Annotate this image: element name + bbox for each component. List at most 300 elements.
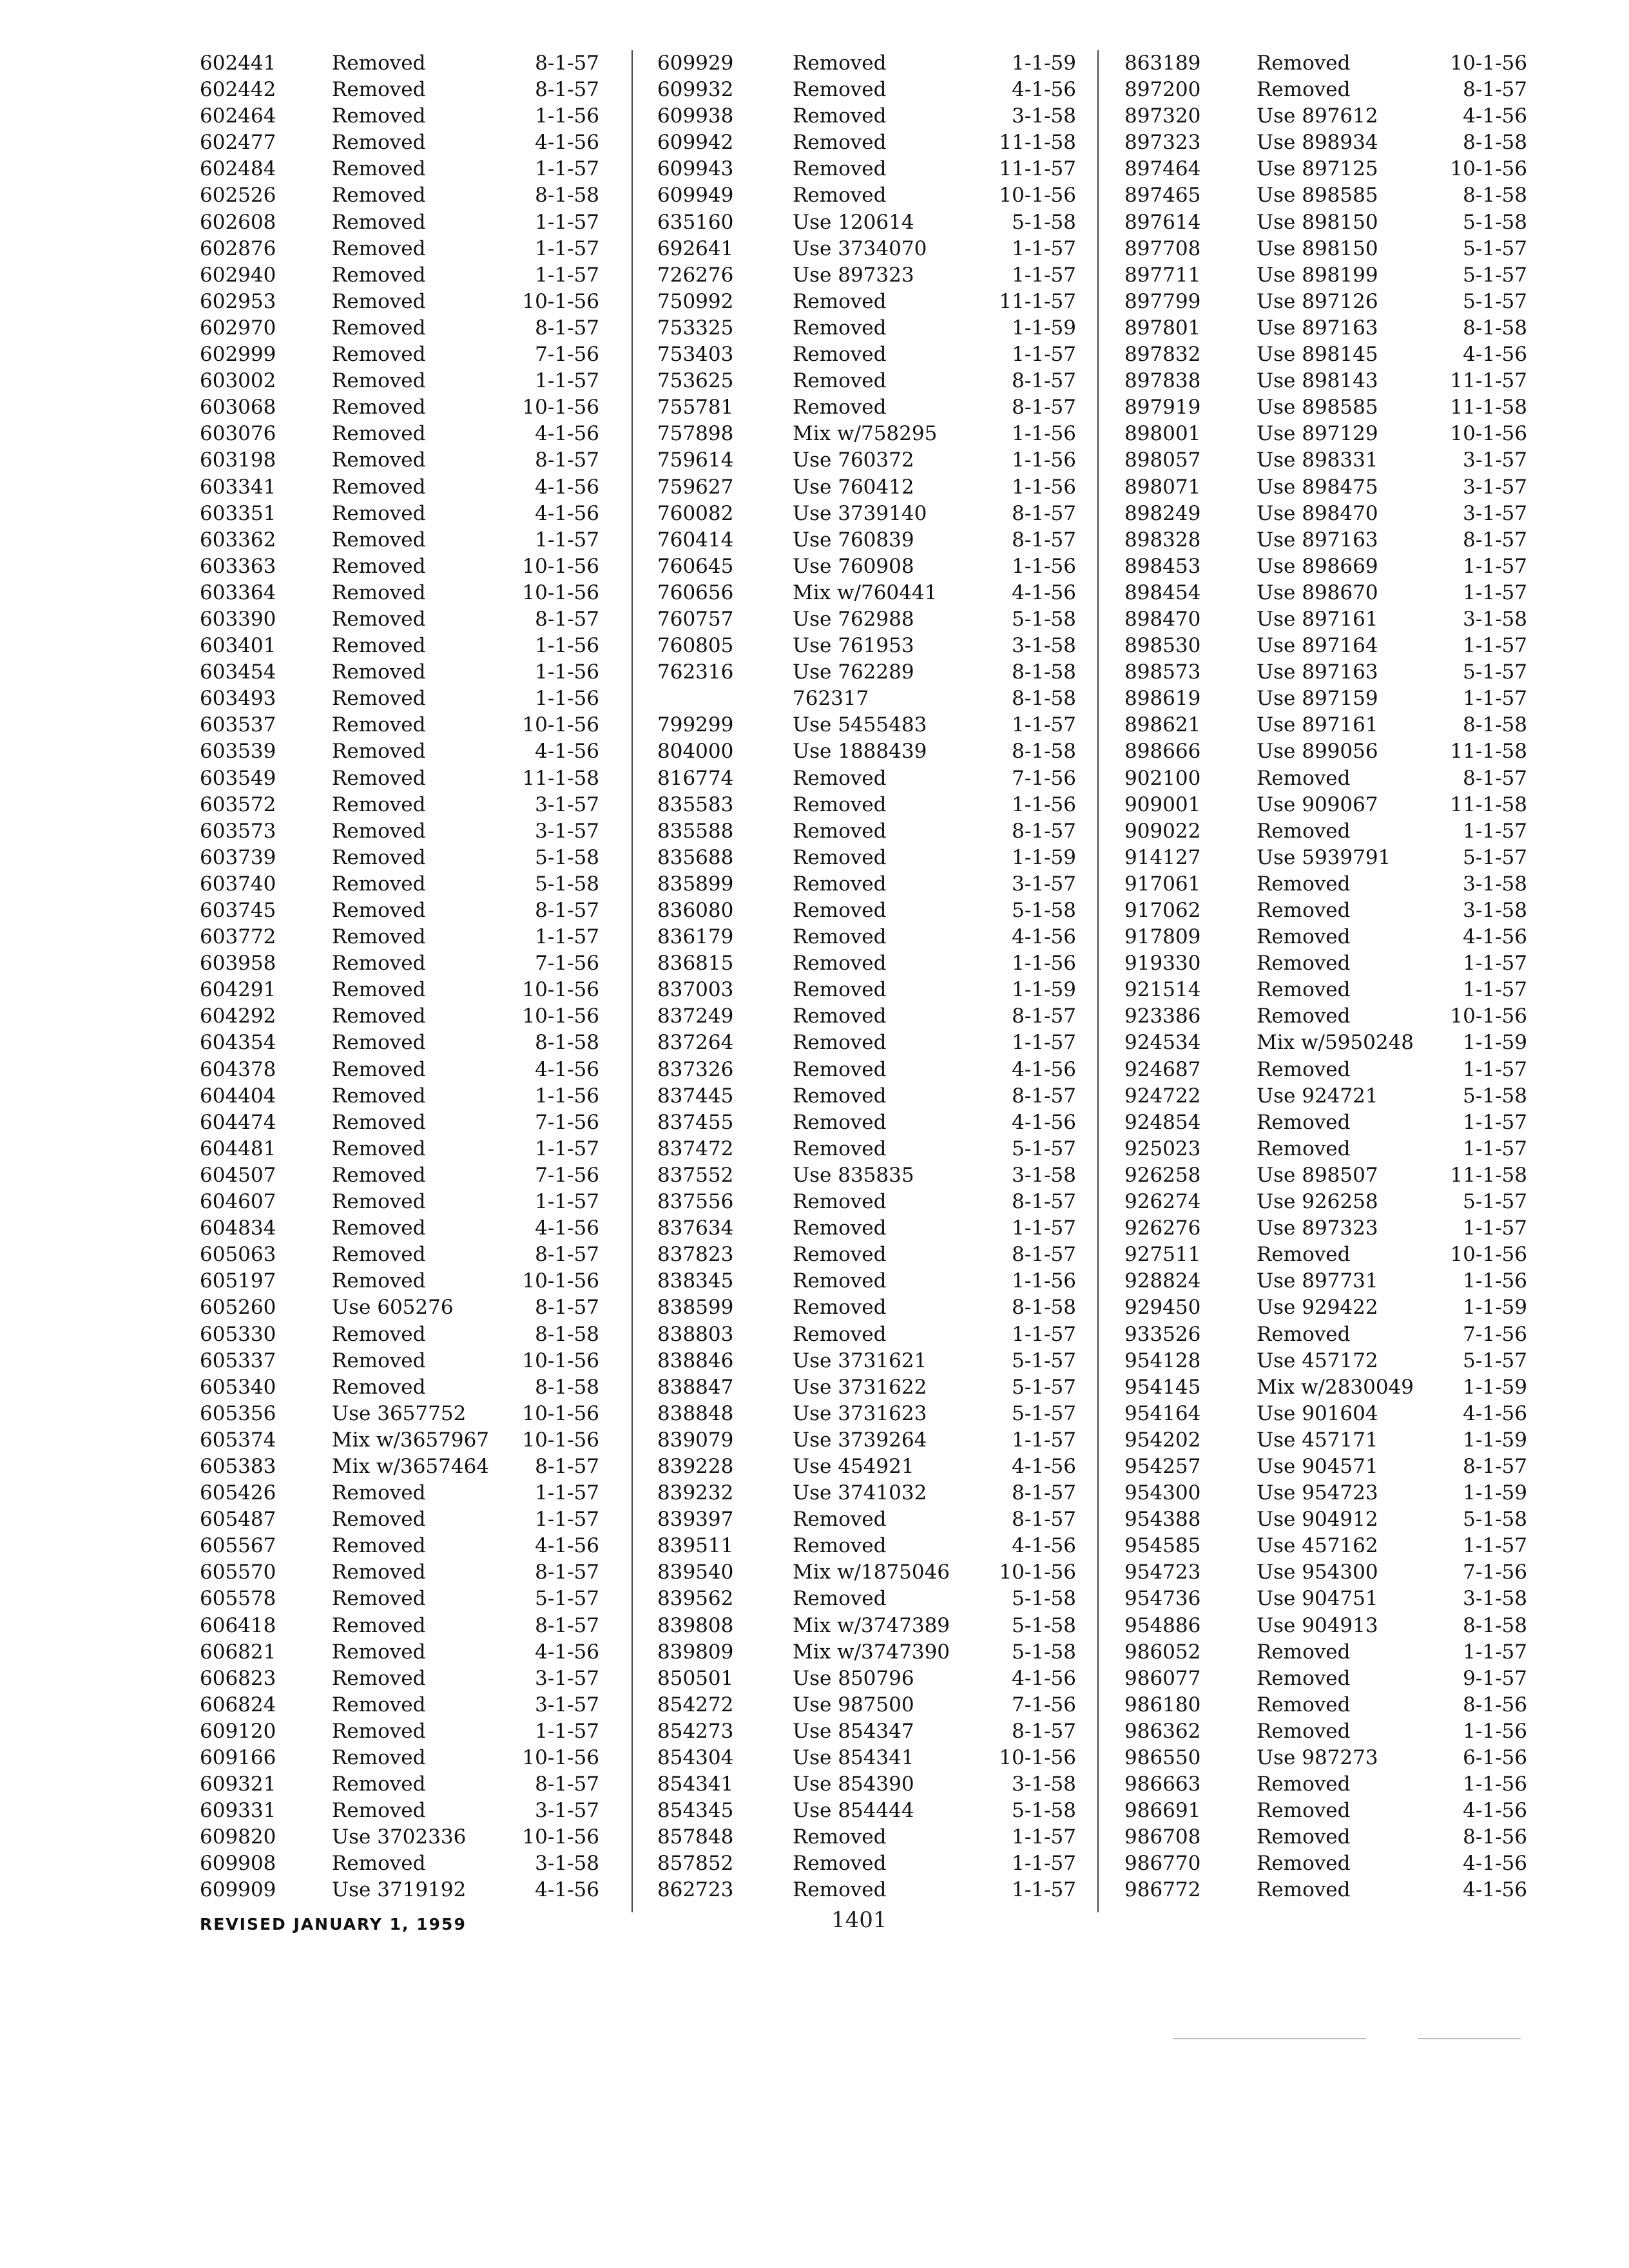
part-action: Removed <box>1257 1322 1351 1346</box>
part-action: Removed <box>1257 978 1351 1002</box>
effective-date: 4-1-56 <box>1012 581 1076 604</box>
part-action: Removed <box>332 1481 426 1505</box>
effective-date: 1-1-57 <box>1012 1216 1076 1240</box>
part-action: Mix w/3657967 <box>332 1428 490 1452</box>
part-number: 898071 <box>1124 475 1201 499</box>
effective-date: 1-1-56 <box>1012 448 1076 472</box>
table-row <box>1124 289 1527 315</box>
effective-date: 4-1-56 <box>1012 925 1076 949</box>
effective-date: 1-1-57 <box>535 1190 599 1214</box>
effective-date: 8-1-57 <box>1012 369 1076 393</box>
part-action: Removed <box>1257 925 1351 949</box>
effective-date: 4-1-56 <box>1463 1878 1527 1902</box>
part-action: Removed <box>332 157 426 181</box>
part-action: Mix w/5950248 <box>1257 1031 1414 1055</box>
part-number: 837326 <box>657 1057 734 1081</box>
part-number: 835588 <box>657 819 734 843</box>
effective-date: 1-1-57 <box>1463 819 1527 843</box>
effective-date: 8-1-56 <box>1463 1693 1527 1716</box>
part-action: Use 904571 <box>1257 1454 1378 1478</box>
part-number: 755781 <box>657 396 734 419</box>
part-number: 602484 <box>200 157 276 181</box>
part-number: 897799 <box>1124 289 1201 313</box>
part-number: 898619 <box>1124 687 1201 711</box>
table-row <box>657 103 1076 130</box>
part-action: Removed <box>1257 1137 1351 1160</box>
part-action: Removed <box>332 501 426 525</box>
part-action: Removed <box>332 1640 426 1664</box>
table-row <box>1124 1877 1527 1903</box>
effective-date: 3-1-57 <box>535 819 599 843</box>
part-action: Removed <box>332 1110 426 1134</box>
table-row <box>1124 1850 1527 1877</box>
effective-date: 1-1-56 <box>1463 1719 1527 1743</box>
part-action: Removed <box>332 1799 426 1823</box>
effective-date: 4-1-56 <box>1463 343 1527 367</box>
part-action: Use 457171 <box>1257 1428 1378 1452</box>
effective-date: 4-1-56 <box>535 1216 599 1240</box>
table-row <box>657 950 1076 977</box>
part-number: 603341 <box>200 475 276 499</box>
effective-date: 1-1-59 <box>1463 1296 1527 1320</box>
effective-date: 3-1-57 <box>1012 872 1076 896</box>
part-number: 604607 <box>200 1190 276 1214</box>
table-row <box>657 1136 1076 1162</box>
part-number: 759614 <box>657 448 734 472</box>
effective-date: 7-1-56 <box>535 1163 599 1187</box>
part-action: Removed <box>332 104 426 128</box>
part-action: Use 457172 <box>1257 1349 1378 1372</box>
effective-date: 8-1-58 <box>535 1031 599 1055</box>
table-row <box>200 1718 599 1745</box>
part-action: Use 897323 <box>793 263 914 287</box>
part-number: 837634 <box>657 1216 734 1240</box>
effective-date: 10-1-56 <box>522 1349 599 1372</box>
effective-date: 1-1-59 <box>1012 52 1076 75</box>
effective-date: 4-1-56 <box>1012 1666 1076 1690</box>
part-number: 605374 <box>200 1428 276 1452</box>
effective-date: 1-1-57 <box>535 925 599 949</box>
part-number: 760414 <box>657 528 734 552</box>
part-number: 839232 <box>657 1481 734 1505</box>
effective-date: 1-1-57 <box>1463 952 1527 975</box>
table-row <box>200 1030 599 1056</box>
part-action: Removed <box>1257 1243 1351 1267</box>
table-row <box>657 977 1076 1003</box>
part-number: 804000 <box>657 740 734 764</box>
part-number: 986691 <box>1124 1799 1201 1823</box>
part-action: Removed <box>793 52 887 75</box>
part-action: Use 854444 <box>793 1799 914 1823</box>
part-number: 954736 <box>1124 1587 1201 1611</box>
table-row <box>200 1666 599 1692</box>
table-row <box>657 527 1076 553</box>
effective-date: 4-1-56 <box>1463 925 1527 949</box>
part-number: 605330 <box>200 1322 276 1346</box>
part-number: 603772 <box>200 925 276 949</box>
table-row <box>657 1480 1076 1506</box>
part-action: Removed <box>332 184 426 207</box>
table-row <box>657 474 1076 501</box>
effective-date: 10-1-56 <box>522 396 599 419</box>
table-row <box>657 236 1076 262</box>
effective-date: 8-1-57 <box>1463 766 1527 790</box>
part-number: 604378 <box>200 1057 276 1081</box>
table-row <box>657 421 1076 447</box>
part-action: Mix w/760441 <box>793 581 938 604</box>
effective-date: 1-1-59 <box>1012 845 1076 869</box>
part-number: 917061 <box>1124 872 1201 896</box>
part-action: Mix w/2830049 <box>1257 1375 1414 1399</box>
table-row <box>200 871 599 898</box>
part-action: Mix w/3747389 <box>793 1613 950 1637</box>
part-number: 602441 <box>200 52 276 75</box>
table-row <box>200 1506 599 1533</box>
part-action: Removed <box>793 925 887 949</box>
part-number: 609166 <box>200 1746 276 1769</box>
table-row <box>200 341 599 368</box>
table-row <box>1124 1666 1527 1692</box>
effective-date: 5-1-57 <box>1012 1375 1076 1399</box>
part-number: 897614 <box>1124 210 1201 234</box>
table-row <box>657 315 1076 341</box>
effective-date: 4-1-56 <box>535 475 599 499</box>
effective-date: 5-1-58 <box>1012 1799 1076 1823</box>
part-number: 917062 <box>1124 899 1201 922</box>
table-row <box>657 871 1076 898</box>
part-number: 602477 <box>200 131 276 155</box>
table-row <box>657 924 1076 950</box>
effective-date: 1-1-59 <box>1012 978 1076 1002</box>
part-action: Use 3734070 <box>793 236 927 260</box>
part-number: 954257 <box>1124 1454 1201 1478</box>
effective-date: 8-1-57 <box>535 1454 599 1478</box>
table-row <box>1124 315 1527 341</box>
effective-date: 1-1-56 <box>1463 1269 1527 1293</box>
part-action: Removed <box>332 52 426 75</box>
part-number: 986052 <box>1124 1640 1201 1664</box>
table-row <box>1124 50 1527 77</box>
table-row <box>200 1057 599 1083</box>
part-number: 897320 <box>1124 104 1201 128</box>
part-action: Removed <box>793 1243 887 1267</box>
effective-date: 1-1-59 <box>1463 1375 1527 1399</box>
part-action: Removed <box>793 793 887 816</box>
table-row <box>1124 1162 1527 1189</box>
table-row <box>1124 1401 1527 1427</box>
part-number: 898666 <box>1124 740 1201 764</box>
part-number: 954164 <box>1124 1401 1201 1425</box>
effective-date: 1-1-57 <box>1012 1852 1076 1876</box>
part-number: 609321 <box>200 1773 276 1796</box>
part-action: Removed <box>793 157 887 181</box>
part-number: 606824 <box>200 1693 276 1716</box>
table-row <box>200 1559 599 1586</box>
part-action: Use 898470 <box>1257 501 1378 525</box>
table-row <box>1124 527 1527 553</box>
part-number: 605356 <box>200 1401 276 1425</box>
table-row <box>657 156 1076 182</box>
part-action: Removed <box>332 1137 426 1160</box>
table-row <box>657 1003 1076 1030</box>
part-number: 898454 <box>1124 581 1201 604</box>
part-action: Removed <box>332 819 426 843</box>
table-row <box>200 1110 599 1136</box>
part-number: 925023 <box>1124 1137 1201 1160</box>
part-number: 609943 <box>657 157 734 181</box>
effective-date: 5-1-57 <box>1012 1137 1076 1160</box>
page-number: 1401 <box>831 1907 887 1933</box>
part-action: Use 5939791 <box>1257 845 1391 869</box>
table-row <box>1124 1718 1527 1745</box>
part-number: 897708 <box>1124 236 1201 260</box>
effective-date: 3-1-58 <box>1463 872 1527 896</box>
table-row <box>657 262 1076 289</box>
part-action: Removed <box>793 845 887 869</box>
effective-date: 4-1-56 <box>1463 1401 1527 1425</box>
part-action: Use 605276 <box>332 1296 454 1320</box>
part-action: Removed <box>332 316 426 340</box>
table-row <box>657 1215 1076 1242</box>
effective-date: 10-1-56 <box>522 289 599 313</box>
effective-date: 3-1-58 <box>535 1852 599 1876</box>
part-number: 604474 <box>200 1110 276 1134</box>
part-number: 954202 <box>1124 1428 1201 1452</box>
part-number: 606823 <box>200 1666 276 1690</box>
part-number: 854341 <box>657 1773 734 1796</box>
part-number: 898530 <box>1124 634 1201 658</box>
part-action: Removed <box>332 1269 426 1293</box>
effective-date: 1-1-57 <box>1463 1216 1527 1240</box>
part-number: 605578 <box>200 1587 276 1611</box>
table-row <box>200 289 599 315</box>
part-action: Use 897161 <box>1257 713 1378 737</box>
part-number: 603549 <box>200 766 276 790</box>
part-number: 609909 <box>200 1878 276 1902</box>
table-row <box>657 898 1076 924</box>
part-action: Use 897161 <box>1257 607 1378 631</box>
part-number: 928824 <box>1124 1269 1201 1293</box>
table-row <box>657 1877 1076 1903</box>
part-number: 836080 <box>657 899 734 922</box>
table-row <box>657 394 1076 421</box>
part-number: 897464 <box>1124 157 1201 181</box>
part-number: 602526 <box>200 184 276 207</box>
part-action: Use 120614 <box>793 210 914 234</box>
part-number: 609820 <box>200 1825 276 1849</box>
part-number: 838599 <box>657 1296 734 1320</box>
effective-date: 10-1-56 <box>1450 1004 1527 1028</box>
part-action: Removed <box>793 1878 887 1902</box>
part-action: Use 898475 <box>1257 475 1378 499</box>
part-number: 609331 <box>200 1799 276 1823</box>
effective-date: 1-1-57 <box>1463 1057 1527 1081</box>
part-action: Use 454921 <box>793 1454 914 1478</box>
effective-date: 1-1-56 <box>1012 952 1076 975</box>
table-row <box>1124 950 1527 977</box>
effective-date: 3-1-57 <box>535 793 599 816</box>
table-row <box>1124 182 1527 209</box>
part-action: Removed <box>1257 1057 1351 1081</box>
part-action: Use 760908 <box>793 554 914 578</box>
effective-date: 7-1-56 <box>1463 1322 1527 1346</box>
part-action: Use 897159 <box>1257 687 1378 711</box>
part-action: Removed <box>332 1004 426 1028</box>
effective-date: 8-1-57 <box>1463 78 1527 102</box>
table-row <box>200 1401 599 1427</box>
table-row <box>657 289 1076 315</box>
part-action: Removed <box>793 369 887 393</box>
effective-date: 8-1-57 <box>535 899 599 922</box>
effective-date: 11-1-58 <box>1450 793 1527 816</box>
part-action: Removed <box>332 1561 426 1584</box>
part-number: 604507 <box>200 1163 276 1187</box>
part-action: Removed <box>332 766 426 790</box>
effective-date: 10-1-56 <box>999 184 1076 207</box>
part-action: Use 898669 <box>1257 554 1378 578</box>
part-number: 898621 <box>1124 713 1201 737</box>
part-action: Removed <box>793 1004 887 1028</box>
part-action: Use 761953 <box>793 634 914 658</box>
part-number: 760656 <box>657 581 734 604</box>
part-number: 606821 <box>200 1640 276 1664</box>
part-number: 602464 <box>200 104 276 128</box>
part-action: Removed <box>793 1084 887 1108</box>
effective-date: 1-1-57 <box>535 1137 599 1160</box>
effective-date: 1-1-56 <box>535 687 599 711</box>
effective-date: 8-1-57 <box>535 316 599 340</box>
part-action: Removed <box>332 1216 426 1240</box>
part-number: 986362 <box>1124 1719 1201 1743</box>
part-number: 609932 <box>657 78 734 102</box>
part-number: 909022 <box>1124 819 1201 843</box>
part-number: 837003 <box>657 978 734 1002</box>
part-action: Removed <box>793 766 887 790</box>
part-number: 603364 <box>200 581 276 604</box>
effective-date: 10-1-56 <box>522 1269 599 1293</box>
scan-artifact-line <box>1418 2038 1521 2039</box>
part-number: 753625 <box>657 369 734 393</box>
part-action: Removed <box>1257 1773 1351 1796</box>
part-action: Removed <box>332 475 426 499</box>
table-row <box>1124 633 1527 659</box>
table-row <box>657 1083 1076 1110</box>
part-action: Removed <box>1257 1825 1351 1849</box>
part-number: 986772 <box>1124 1878 1201 1902</box>
table-row <box>200 1321 599 1348</box>
column-2 <box>657 50 1076 1904</box>
effective-date: 1-1-57 <box>1463 978 1527 1002</box>
part-number: 927511 <box>1124 1243 1201 1267</box>
table-row <box>657 1268 1076 1294</box>
part-action: Removed <box>793 952 887 975</box>
part-number: 954886 <box>1124 1613 1201 1637</box>
part-action: Removed <box>793 1057 887 1081</box>
part-number: 753325 <box>657 316 734 340</box>
part-number: 837445 <box>657 1084 734 1108</box>
part-number: 837472 <box>657 1137 734 1160</box>
part-number: 609929 <box>657 52 734 75</box>
part-action: Removed <box>332 1852 426 1876</box>
part-number: 954585 <box>1124 1534 1201 1558</box>
part-action: Use 954723 <box>1257 1481 1378 1505</box>
effective-date: 1-1-57 <box>1012 1428 1076 1452</box>
effective-date: 10-1-56 <box>1450 1243 1527 1267</box>
part-number: 603076 <box>200 422 276 446</box>
table-row <box>657 1718 1076 1745</box>
effective-date: 8-1-56 <box>1463 1825 1527 1849</box>
table-row <box>1124 474 1527 501</box>
part-number: 898573 <box>1124 660 1201 684</box>
part-number: 750992 <box>657 289 734 313</box>
effective-date: 5-1-57 <box>1012 1349 1076 1372</box>
part-number: 603454 <box>200 660 276 684</box>
effective-date: 5-1-58 <box>1012 1640 1076 1664</box>
effective-date: 1-1-57 <box>535 369 599 393</box>
part-action: Removed <box>332 1508 426 1532</box>
part-action: Use 762289 <box>793 660 914 684</box>
part-number: 917809 <box>1124 925 1201 949</box>
part-number: 603745 <box>200 899 276 922</box>
table-row <box>657 1533 1076 1559</box>
table-row <box>200 1454 599 1480</box>
effective-date: 4-1-56 <box>1463 104 1527 128</box>
table-row <box>200 1798 599 1824</box>
effective-date: 10-1-56 <box>999 1746 1076 1769</box>
part-number: 605487 <box>200 1508 276 1532</box>
part-action: Removed <box>332 660 426 684</box>
part-number: 602970 <box>200 316 276 340</box>
effective-date: 10-1-56 <box>1450 157 1527 181</box>
part-number: 986708 <box>1124 1825 1201 1849</box>
part-action: Removed <box>332 131 426 155</box>
table-row <box>200 553 599 580</box>
table-row <box>200 1877 599 1903</box>
effective-date: 3-1-57 <box>535 1666 599 1690</box>
part-action: Removed <box>1257 78 1351 102</box>
effective-date: 8-1-58 <box>1463 316 1527 340</box>
table-row <box>1124 686 1527 712</box>
part-number: 609120 <box>200 1719 276 1743</box>
effective-date: 1-1-56 <box>535 1084 599 1108</box>
part-action: Removed <box>332 1031 426 1055</box>
table-row <box>200 950 599 977</box>
part-action: Removed <box>332 581 426 604</box>
part-action: 762317 <box>793 687 869 711</box>
effective-date: 7-1-56 <box>1012 766 1076 790</box>
table-row <box>1124 1268 1527 1294</box>
effective-date: 8-1-57 <box>1012 1719 1076 1743</box>
part-number: 603493 <box>200 687 276 711</box>
part-action: Removed <box>1257 1666 1351 1690</box>
effective-date: 8-1-57 <box>535 1613 599 1637</box>
part-action: Removed <box>332 899 426 922</box>
part-action: Use 3741032 <box>793 1481 927 1505</box>
part-number: 986663 <box>1124 1773 1201 1796</box>
table-row <box>1124 871 1527 898</box>
table-row <box>1124 712 1527 738</box>
part-action: Use 3739264 <box>793 1428 927 1452</box>
effective-date: 4-1-56 <box>1012 1454 1076 1478</box>
effective-date: 1-1-56 <box>1012 793 1076 816</box>
effective-date: 8-1-57 <box>1012 1084 1076 1108</box>
table-row <box>1124 1294 1527 1321</box>
part-number: 839562 <box>657 1587 734 1611</box>
part-number: 986077 <box>1124 1666 1201 1690</box>
table-row <box>657 1559 1076 1586</box>
effective-date: 3-1-58 <box>1012 104 1076 128</box>
table-row <box>1124 1242 1527 1268</box>
